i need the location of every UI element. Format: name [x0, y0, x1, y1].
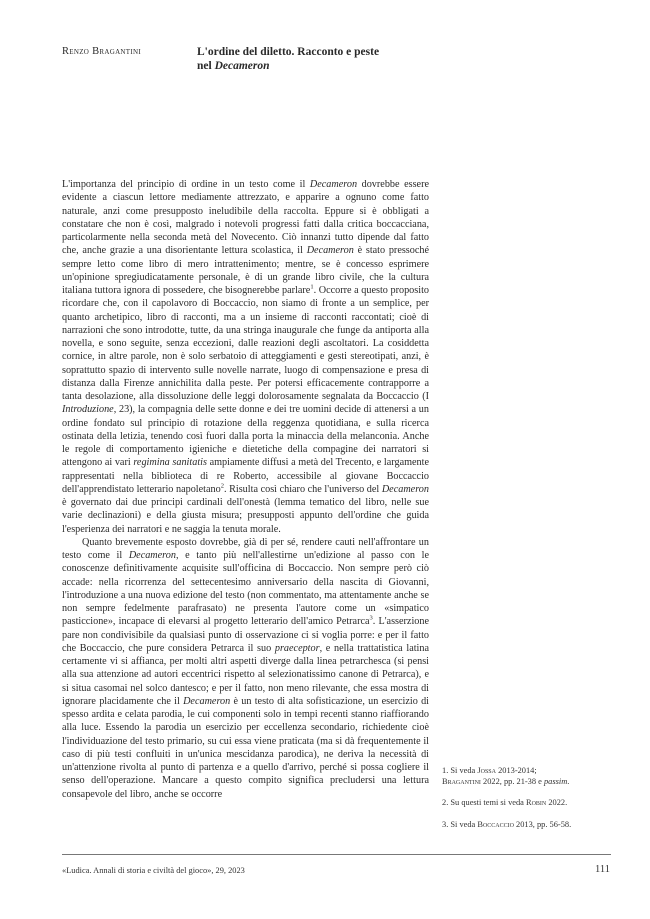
text-run: , 23), la compagnia delle sette donne e dei tre uomini decide di attenersi a un ordine fondato sul principio di rotazione della reggenza quotidiana, e sulla ricerca ostinata della letizia, tenendo così fuori dalla porta la minaccia della melanconia. Anche le regole di comportamento igieniche e dietetiche della compagine dei narratori si attengono ai vari: [62, 404, 429, 469]
text-run: è stato pressoché sempre letto come libro di mero intrattenimento; mentre, se è concesso esprimere un'opinione spregiudicatamente personale, è di un grande libro civile, che la cultura italiana tuttora ignora di possedere, che bisognerebbe parlare: [62, 245, 430, 296]
fn-text: .: [567, 777, 570, 786]
fn-text: 2022.: [546, 798, 568, 807]
text-run: L'importanza del principio di ordine in un testo come il: [62, 179, 310, 190]
text-run: ampiamente diffusi a metà del Trecento, e largamente rappresentati nella biblioteca di re Roberto, accessibile al giovane Boccaccio dell'apprendistato letterario napoletano: [62, 457, 429, 495]
footnote-ref-2[interactable]: 2: [220, 482, 224, 490]
fn-text: 2022, pp. 21-38 e: [480, 777, 544, 786]
fn-author: Bragantini: [442, 777, 481, 786]
italic-run: Decameron: [381, 483, 429, 495]
fn-author: Jossa: [477, 766, 496, 775]
main-text: [62, 178, 429, 801]
title-line-1: L'ordine del diletto. Racconto e peste: [197, 46, 380, 58]
journal-citation: «Ludica. Annali di storia e civiltà del gioco», 29, 2023: [62, 866, 245, 875]
text-run: dovrebbe essere evidente a ciascun lettore mediamente attrezzato, e apparire a ognuno come fatto naturale, anzi come presupposto ineludibile della raccolta. Eppure si è obbligati a constatare che non è così, malgrado i notevoli progressi fatti dalla critica boccacciana, particolarmente nella seconda metà del Novecento. Ciò innanzi tutto dipende dal fatto che, anche grazie a una disorientante lettura scolastica, il: [62, 179, 429, 257]
paragraph-1: [62, 178, 429, 536]
footnote-2: [442, 797, 612, 808]
italic-run: Decameron: [309, 179, 358, 190]
fn-text: 1. Si veda: [442, 766, 478, 775]
article-title: [197, 45, 457, 73]
text-run: Quanto brevemente esposto dovrebbe, già di per sé, rendere cauti nell'affrontare un testo come il: [62, 536, 429, 561]
fn-text: 3. Si veda: [442, 820, 478, 829]
fn-text: 2. Su questi temi si veda: [442, 798, 526, 807]
text-run: è un testo di alta sofisticazione, un esercizio di spesso ardita e celata parodia, le cui componenti solo in tempi recenti stanno riaffiorando alla luce. Essendo la parodia un esercizio per eccellenza secondario, richiedente cioè l'individuazione del testo primario, su cui essa viene praticata (ma si dà frequentemente il caso di più testi confluiti in un'unica mescidanza parodica), ne deriva la necessità di un'attenzione rivolta al punto di partenza e a quello d'arrivo, perché si possa cogliere il senso dell'operazione. Mancare a questo compito significa precludersi una lettura consapevole del libro, anche se occorre: [62, 695, 429, 800]
title-line-2-italic: Decameron: [214, 60, 270, 72]
text-run: , e nella trattatistica latina certamente vi si affianca, per molti altri aspetti diverge dalla linea petrarchesca (si pensi alla sua attenzione ad autori eccentrici rispetto al selezionatissimo canone di Petrarca), e si situa casomai nel solco dantesco; e per il fatto, non meno rilevante, che essa mostra di ignorare placidamente che il: [62, 642, 429, 707]
italic-run: regimina sanitatis: [133, 457, 207, 469]
paragraph-2: [62, 536, 429, 801]
fn-author: Boccaccio: [477, 820, 514, 829]
running-head-author: Renzo Bragantini: [62, 46, 141, 57]
italic-run: Introduzione: [62, 404, 114, 416]
fn-text: 2013-2014;: [495, 766, 537, 775]
italic-run: Decameron: [183, 695, 231, 707]
footer-rule: [62, 854, 611, 855]
italic-run: praeceptor: [274, 642, 320, 654]
text-run: . L'asserzione pare non condivisibile da qualsiasi punto di osservazione ci si voglia porre: e per il fatto che Boccaccio, che pure considera Petrarca il suo: [62, 616, 429, 654]
text-run: . Occorre a questo proposito ricordare che, con il capolavoro di Boccaccio, non siamo di fronte a un semplice, per quanto archetipico, libro di racconti, ma a un insieme di racconti raccontati; cioè di narrazioni che sono introdotte, tutte, da una stringa inaugurale che funge da antiporta alla novella, e sono seguite, senza eccezioni, dalle reazioni degli ascoltatori. La cosiddetta cornice, in altre parole, non è solo serbatoio di atteggiamenti e gesti stereotipati, anzi, è soprattutto spazio di intervento sulle novelle narrate, luogo di compensazione e presa di distanza dalla Firenze annichilita dalla peste. Per potersi efficacemente contrapporre a tanta desolazione, alla dissoluzione delle leggi dolorosamente segnalata da Boccaccio (I: [62, 285, 429, 402]
text-run: , e tanto più nell'allestirne un'edizione al passo con le conoscenze definitivamente acquisite sull'officina di Boccaccio. Non sempre però ciò accade: nella ricorrenza del settecentesimo anniversario della nascita di Giovanni, l'introduzione a una nuova edizione del testo (non commentato, ma attentamente anche se non sempre fedelmente parafrasato) ne presenta l'autore come un «simpatico pasticcione», incapace di elevarsi al progetto letterario dell'amico Petrarca: [62, 550, 429, 628]
footnote-1: [442, 765, 612, 787]
text-run: . Risulta così chiaro che l'universo del: [223, 483, 382, 495]
page-number: 111: [595, 864, 610, 875]
footnote-ref-3[interactable]: 3: [369, 614, 373, 622]
footnote-ref-1[interactable]: 1: [310, 283, 314, 291]
footnote-3: [442, 819, 612, 830]
title-line-2-prefix: nel: [197, 60, 215, 72]
italic-run: Decameron: [306, 245, 354, 257]
text-run: è governato dai due principi cardinali dell'onestà (lemma tematico del libro, nelle sue varie declinazioni) e della giusta misura; presupposti appunto dell'ordine che guida l'esperienza dei narratori e ne saggia la tenuta morale.: [62, 497, 429, 535]
fn-author: Robin: [525, 798, 547, 807]
fn-text: 2013, pp. 56-58.: [513, 820, 572, 829]
fn-italic: passim: [543, 777, 568, 786]
italic-run: Decameron: [128, 550, 176, 561]
